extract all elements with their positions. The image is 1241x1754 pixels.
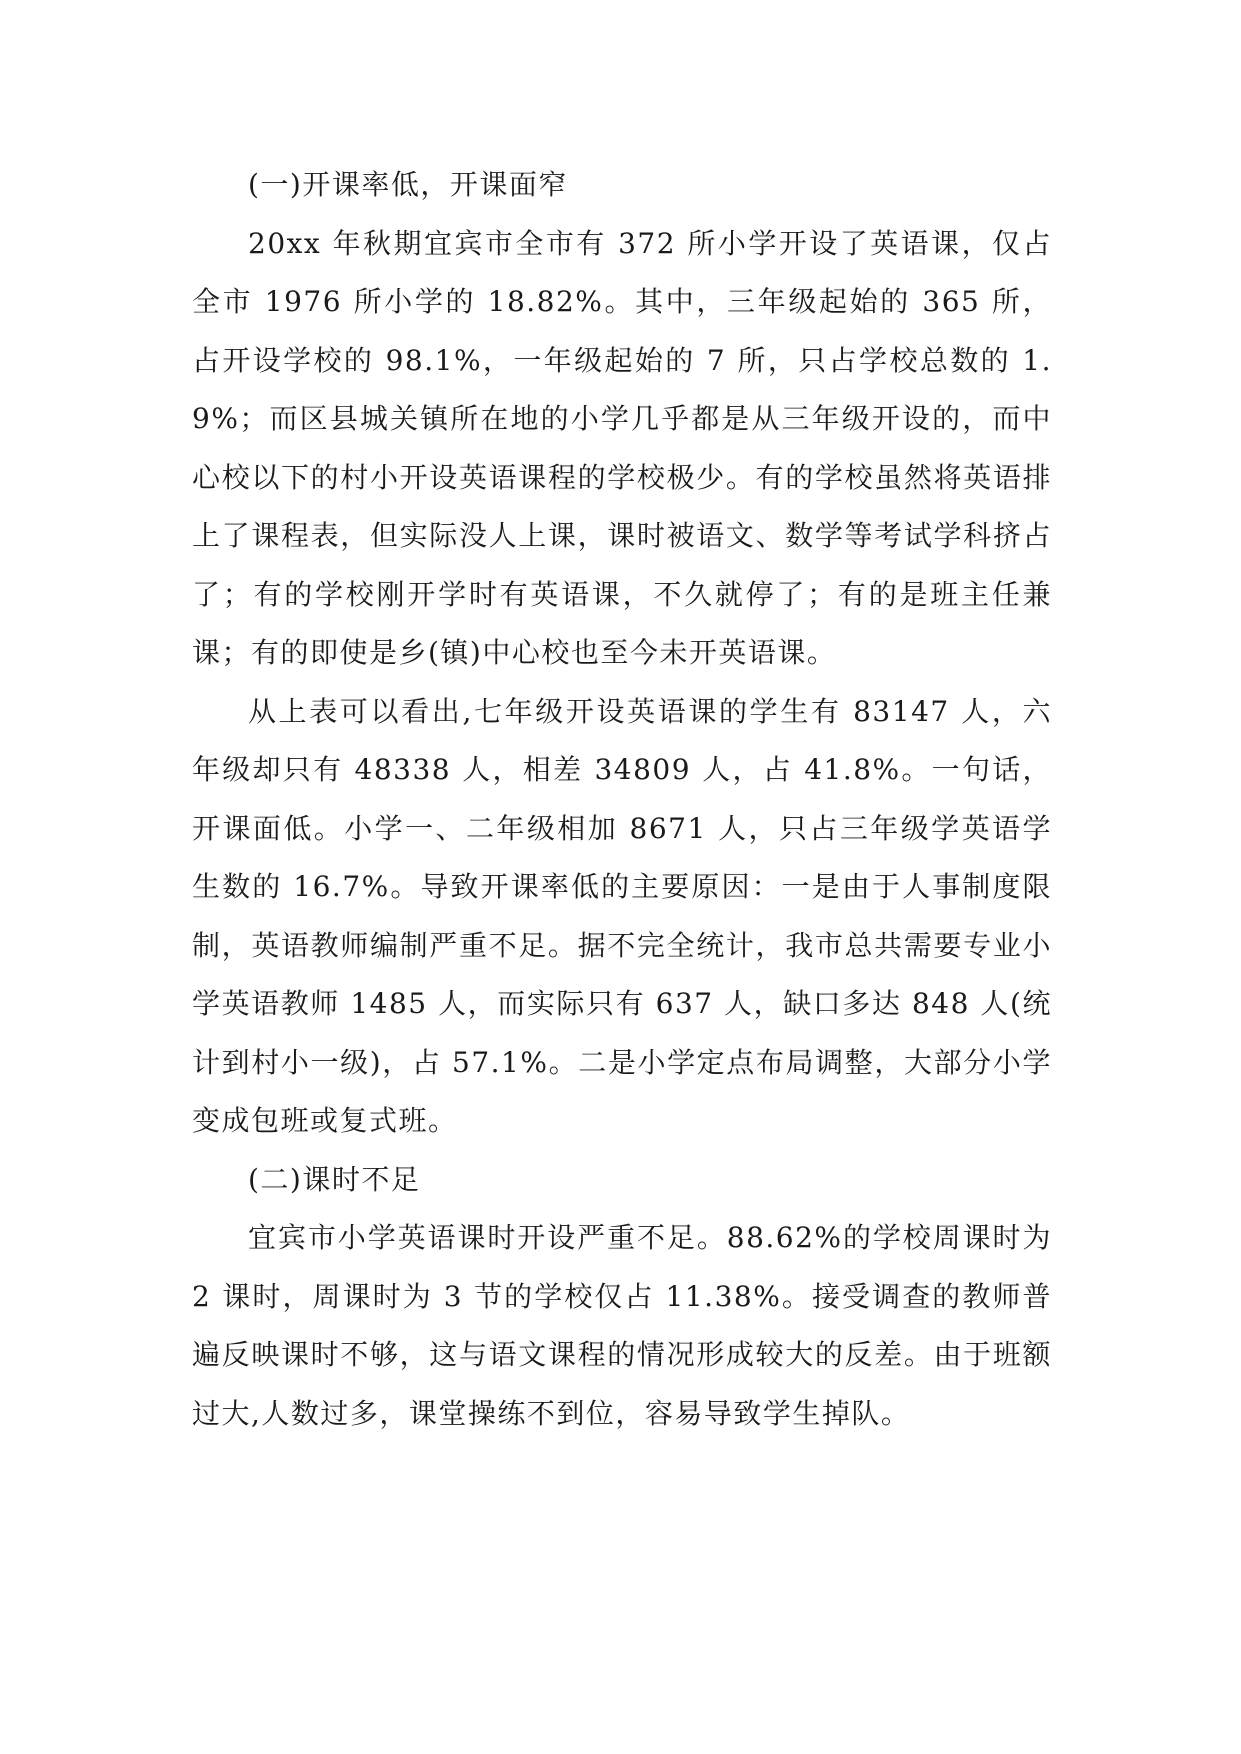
section-heading-2: (二)课时不足: [248, 1162, 421, 1196]
section-heading-1: (一)开课率低，开课面窄: [248, 168, 568, 201]
paragraph-1: 20xx 年秋期宜宾市全市有 372 所小学开设了英语课，仅占全市 1976 所小学的 18.82%。其中，三年级起始的 365 所，占开设学校的 98.1%，一年级起始的 7 所，只占学校总数的 1.9%；而区县城关镇所在地的小学几乎都是从三年级开设的，而中心校以下的村小开设英语课程的学校极少。有的学校虽然将英语排上了课程表，但实际没人上课，课时被语文、数学等考试学科挤占了；有的学校刚开学时有英语课，不久就停了；有的是班主任兼课；有的即使是乡(镇)中心校也至今未开英语课。: [192, 226, 1052, 669]
document-body: [192, 156, 1052, 1443]
paragraph-2: 从上表可以看出,七年级开设英语课的学生有 83147 人，六年级却只有 48338 人，相差 34809 人，占 41.8%。一句话，开课面低。小学一、二年级相加 8671 人，只占三年级学英语学生数的 16.7%。导致开课率低的主要原因：一是由于人事制度限制，英语教师编制严重不足。据不完全统计，我市总共需要专业小学英语教师 1485 人，而实际只有 637 人，缺口多达 848 人(统计到村小一级)，占 57.1%。二是小学定点布局调整，大部分小学变成包班或复式班。: [192, 694, 1052, 1137]
paragraph-3: 宜宾市小学英语课时开设严重不足。88.62%的学校周课时为 2 课时，周课时为 3 节的学校仅占 11.38%。接受调查的教师普遍反映课时不够，这与语文课程的情况形成较大的反差。由于班额过大,人数过多，课堂操练不到位，容易导致学生掉队。: [192, 1221, 1052, 1430]
